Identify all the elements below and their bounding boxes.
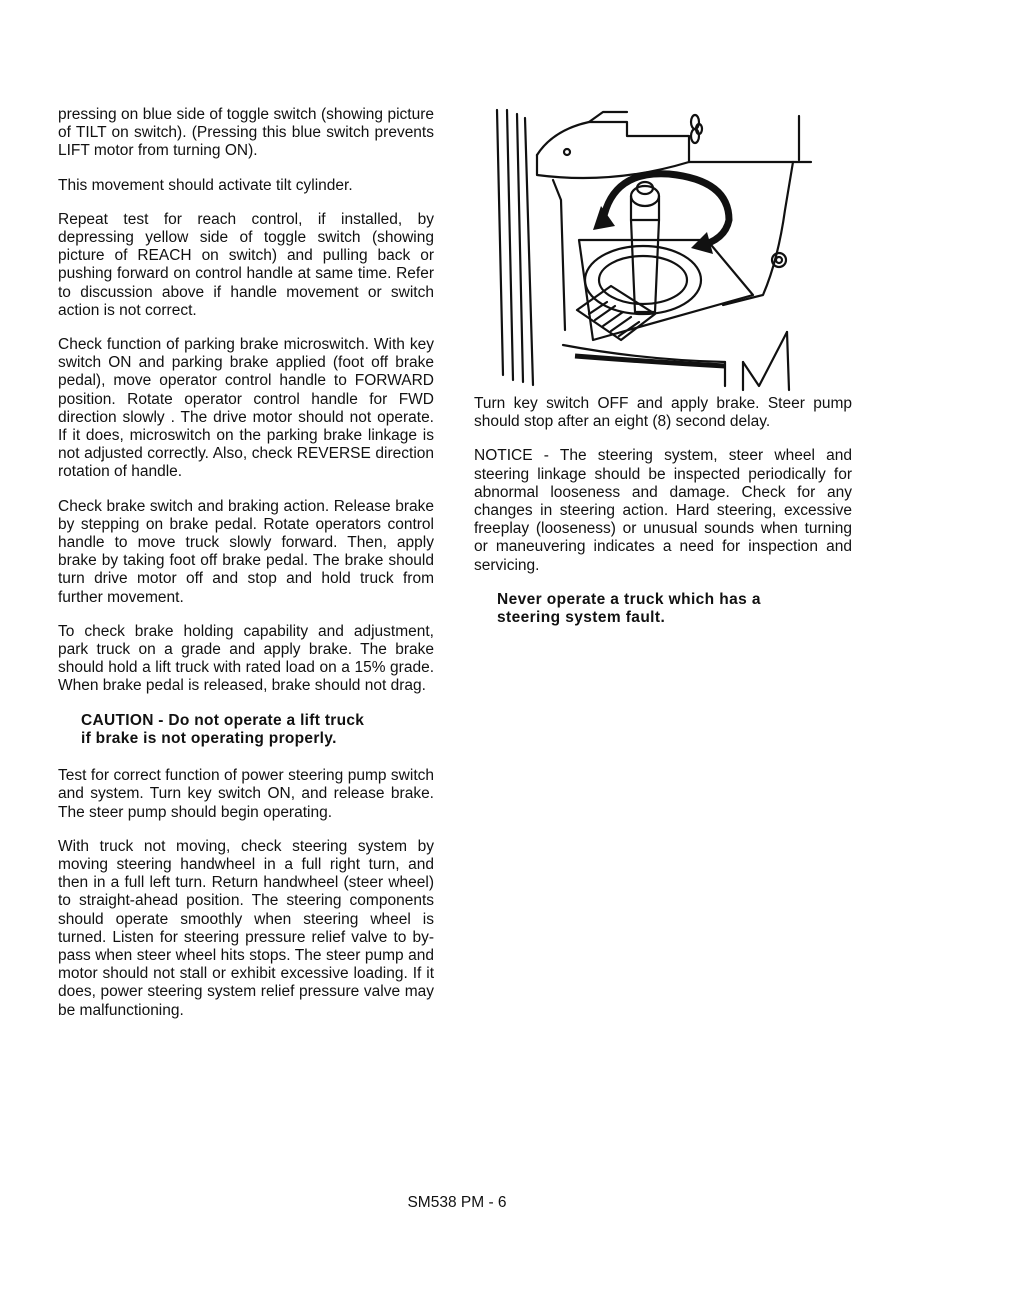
notice-paragraph: NOTICE - The steering system, steer wheel and steering linkage should be inspected periodically for abnormal looseness and damage. Check for any changes in steering action. Hard steering, excessive freeplay (looseness) or unusual sounds when turning or maneuvering indicates a need for inspection and servicing. (474, 447, 852, 574)
warning-line-2: steering system fault. (497, 609, 666, 627)
left-column (58, 106, 434, 1036)
paragraph-power-steering-pump: Test for correct function of power steering pump switch and system. Turn key switch ON, and release brake. The steer pump should begin operating. (58, 767, 434, 821)
right-column (474, 395, 852, 627)
paragraph-steering-system-check: With truck not moving, check steering system by moving steering handwheel in a full right turn, and then in a full left turn. Return handwheel (steer wheel) to straight-ahead position. The steering components should operate smoothly when steering wheel is turned. Listen for steering pressure relief valve to by-pass when steer wheel hits stops. The steer pump and motor should not stall or exhibit excessive loading. If it does, power steering system relief pressure valve may be malfunctioning. (58, 837, 434, 1019)
paragraph-tilt-cylinder: This movement should activate tilt cylinder. (58, 176, 353, 194)
caution-line-2: if brake is not operating properly. (81, 729, 337, 747)
paragraph-tilt-switch: pressing on blue side of toggle switch (showing picture of TILT on switch). (Pressing this blue switch prevents LIFT motor from turning ON). (58, 106, 434, 160)
caution-notice (81, 712, 434, 748)
paragraph-brake-switch: Check brake switch and braking action. Release brake by stepping on brake pedal. Rotate operators control handle to move truck slowly forward. Then, apply brake by taking foot off brake pedal. The brake should turn drive motor off and stop and hold truck from further movement. (58, 497, 434, 606)
paragraph-reach-control: Repeat test for reach control, if installed, by depressing yellow side of toggle switch (showing picture of REACH on switch) and pulling back or pushing forward on control handle at same time. Refer to discussion above if handle movement or switch action is not correct. (58, 210, 434, 319)
steering-wheel-illustration (493, 100, 827, 392)
steering-fault-warning (497, 591, 852, 627)
page-footer: SM538 PM - 6 (407, 1194, 507, 1211)
paragraph-brake-holding: To check brake holding capability and adjustment, park truck on a grade and apply brake. The brake should hold a lift truck with rated load on a 15% grade. When brake pedal is released, brake should not drag. (58, 622, 434, 695)
warning-line-1: Never operate a truck which has a (497, 590, 761, 608)
paragraph-parking-brake-microswitch: Check function of parking brake microswitch. With key switch ON and parking brake applied (foot off brake pedal), move operator control handle to FORWARD position. Rotate operator control handle for FWD direction slowly . The drive motor should not operate. If it does, microswitch on the parking brake linkage is not adjusted correctly. Also, check REVERSE direction rotation of handle. (58, 336, 434, 481)
figure-caption: Turn key switch OFF and apply brake. Steer pump should stop after an eight (8) second delay. (474, 395, 852, 431)
caution-line-1: CAUTION - Do not operate a lift truck (81, 711, 365, 729)
